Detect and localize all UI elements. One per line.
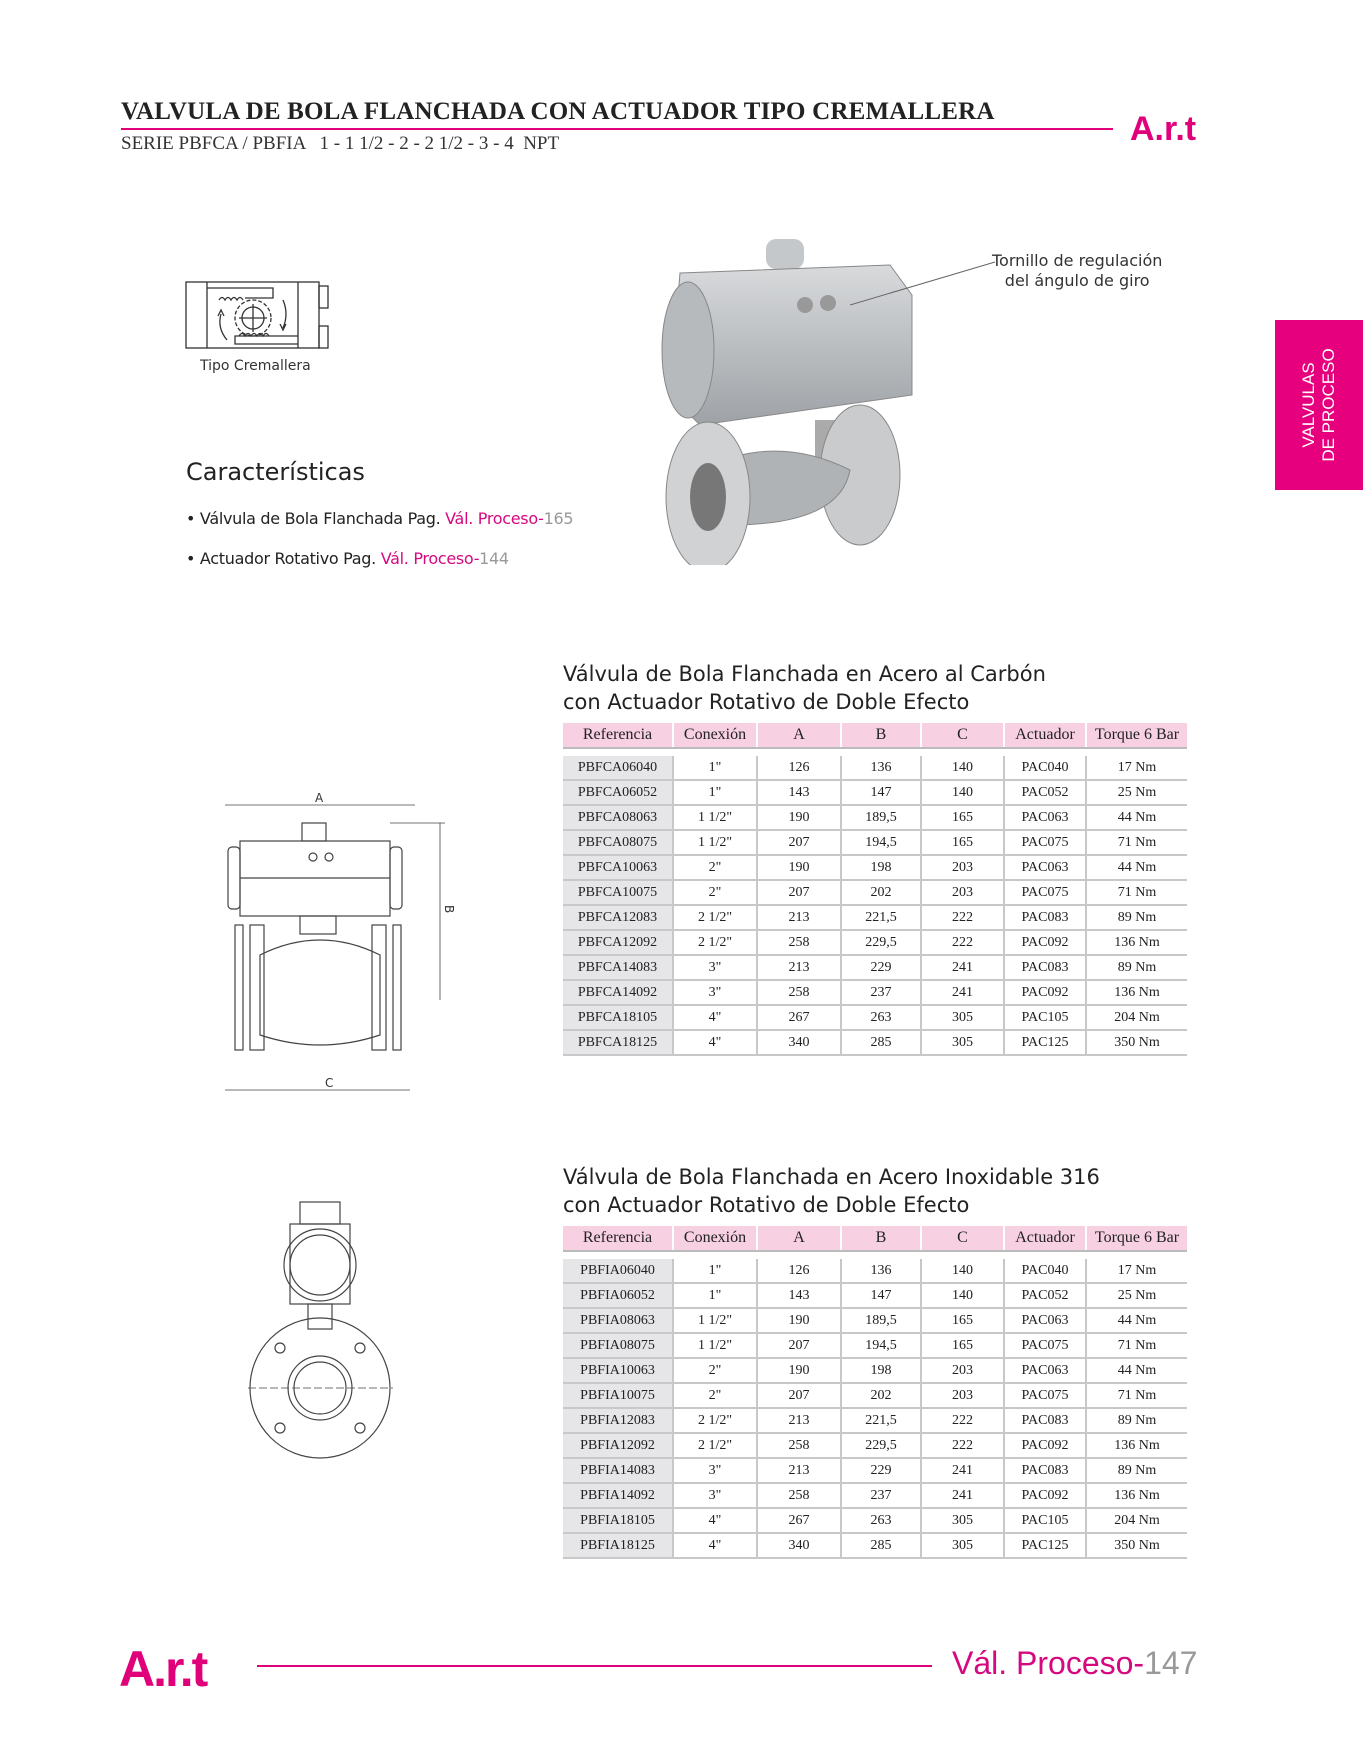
table-cell: 213: [757, 1408, 841, 1433]
table-cell: 1": [673, 780, 757, 805]
table-cell: 222: [921, 930, 1004, 955]
column-header: B: [841, 723, 921, 748]
table-cell: 165: [921, 830, 1004, 855]
section-tab-line1: VALVULAS: [1299, 362, 1318, 448]
table-cell: PAC052: [1004, 780, 1086, 805]
table-cell: 4": [673, 1508, 757, 1533]
table-cell: 237: [841, 1483, 921, 1508]
table-cell: PBFCA12092: [563, 930, 673, 955]
table-cell: 350 Nm: [1086, 1030, 1187, 1055]
table-cell: 305: [921, 1030, 1004, 1055]
table-cell: 136 Nm: [1086, 1483, 1187, 1508]
table-cell: 1": [673, 1259, 757, 1283]
table-row: [563, 1383, 1187, 1408]
callout-label: [992, 251, 1162, 291]
table-cell: 222: [921, 905, 1004, 930]
table-cell: 203: [921, 1358, 1004, 1383]
table-cell: 202: [841, 880, 921, 905]
table-cell: 285: [841, 1533, 921, 1558]
table-cell: 190: [757, 1358, 841, 1383]
table-cell: PAC125: [1004, 1030, 1086, 1055]
footer-logo: [119, 1640, 244, 1696]
feature-text: • Válvula de Bola Flanchada Pag.: [186, 509, 446, 528]
table-cell: 305: [921, 1533, 1004, 1558]
table-cell: PBFCA08075: [563, 830, 673, 855]
table-cell: 165: [921, 1308, 1004, 1333]
table-row: [563, 756, 1187, 780]
table-row: [563, 1483, 1187, 1508]
table-cell: 1 1/2": [673, 805, 757, 830]
column-header: A: [757, 1226, 841, 1251]
table-cell: PBFCA10063: [563, 855, 673, 880]
table-cell: 213: [757, 1458, 841, 1483]
table-cell: PAC063: [1004, 1358, 1086, 1383]
table-cell: 2": [673, 855, 757, 880]
table-cell: 221,5: [841, 905, 921, 930]
table-row: [563, 1508, 1187, 1533]
table-cell: 202: [841, 1383, 921, 1408]
table-cell: 267: [757, 1508, 841, 1533]
table-cell: 136: [841, 756, 921, 780]
table-cell: PAC040: [1004, 756, 1086, 780]
table-cell: 263: [841, 1005, 921, 1030]
column-header: B: [841, 1226, 921, 1251]
table-cell: 1 1/2": [673, 1308, 757, 1333]
table-cell: 140: [921, 756, 1004, 780]
dim-b-label: B: [442, 905, 455, 914]
table-row: [563, 955, 1187, 980]
table-cell: 4": [673, 1030, 757, 1055]
table-cell: 2 1/2": [673, 930, 757, 955]
page-number: [952, 1645, 1197, 1682]
dim-a-label: A: [315, 791, 324, 805]
table-cell: PBFIA06052: [563, 1283, 673, 1308]
table-cell: PAC092: [1004, 1483, 1086, 1508]
front-dimension-drawing: [220, 785, 455, 1109]
dim-c-label: C: [325, 1076, 334, 1090]
table-cell: 1 1/2": [673, 1333, 757, 1358]
spec-table-carbon-steel: [563, 723, 1187, 1056]
table-cell: 2 1/2": [673, 1408, 757, 1433]
table-row: [563, 1308, 1187, 1333]
table-cell: 189,5: [841, 1308, 921, 1333]
table-cell: 258: [757, 980, 841, 1005]
callout-line1: Tornillo de regulación: [992, 251, 1163, 270]
table-row: [563, 830, 1187, 855]
column-header: Torque 6 Bar: [1086, 1226, 1187, 1251]
table-cell: 89 Nm: [1086, 1458, 1187, 1483]
table-row: [563, 930, 1187, 955]
table-cell: 147: [841, 780, 921, 805]
table-cell: PBFIA10075: [563, 1383, 673, 1408]
table-cell: 17 Nm: [1086, 1259, 1187, 1283]
table-cell: 2 1/2": [673, 905, 757, 930]
table-cell: 241: [921, 1483, 1004, 1508]
features-heading: Características: [186, 458, 365, 486]
rack-diagram-caption: Tipo Cremallera: [200, 358, 311, 374]
feature-item: [186, 549, 509, 568]
table-cell: 285: [841, 1030, 921, 1055]
column-header: C: [921, 723, 1004, 748]
table-cell: 44 Nm: [1086, 805, 1187, 830]
table-cell: 3": [673, 980, 757, 1005]
table2-title-line2: con Actuador Rotativo de Doble Efecto: [563, 1193, 970, 1217]
table-cell: 194,5: [841, 830, 921, 855]
table-cell: PAC075: [1004, 830, 1086, 855]
table-cell: 204 Nm: [1086, 1005, 1187, 1030]
table2-title-line1: Válvula de Bola Flanchada en Acero Inoxidable 316: [563, 1165, 1100, 1189]
footer-divider: [257, 1665, 932, 1667]
table-cell: 71 Nm: [1086, 1383, 1187, 1408]
table-cell: 203: [921, 855, 1004, 880]
table-cell: 143: [757, 1283, 841, 1308]
table1-title: [563, 660, 1046, 716]
table-cell: 221,5: [841, 1408, 921, 1433]
table-cell: 258: [757, 1483, 841, 1508]
table-cell: 1": [673, 756, 757, 780]
table-cell: 136 Nm: [1086, 980, 1187, 1005]
table-cell: PBFCA08063: [563, 805, 673, 830]
table-cell: PAC063: [1004, 855, 1086, 880]
table-cell: PAC092: [1004, 930, 1086, 955]
table-row: [563, 1533, 1187, 1558]
table-cell: 44 Nm: [1086, 1358, 1187, 1383]
column-header: Actuador: [1004, 723, 1086, 748]
table-cell: 2": [673, 1383, 757, 1408]
table-row: [563, 905, 1187, 930]
table-cell: 207: [757, 880, 841, 905]
feature-page[interactable]: 144: [479, 549, 509, 568]
table-cell: 2": [673, 880, 757, 905]
table-cell: 222: [921, 1433, 1004, 1458]
table-cell: PAC075: [1004, 1383, 1086, 1408]
feature-link[interactable]: Vál. Proceso-: [445, 509, 544, 528]
table-cell: 213: [757, 955, 841, 980]
callout-line2: del ángulo de giro: [1004, 271, 1150, 290]
table-cell: 71 Nm: [1086, 1333, 1187, 1358]
table-cell: 198: [841, 1358, 921, 1383]
feature-link[interactable]: Vál. Proceso-: [380, 549, 480, 568]
callout-leader: [850, 260, 1000, 314]
table-row: [563, 1030, 1187, 1055]
svg-text:A.r.t: A.r.t: [119, 1641, 207, 1692]
column-header: Conexión: [673, 723, 757, 748]
table-cell: 89 Nm: [1086, 955, 1187, 980]
table-cell: PAC052: [1004, 1283, 1086, 1308]
table-cell: PAC075: [1004, 1333, 1086, 1358]
brand-logo: [1130, 108, 1205, 148]
table-cell: 4": [673, 1005, 757, 1030]
table-cell: 165: [921, 1333, 1004, 1358]
table-row: [563, 855, 1187, 880]
table-cell: 44 Nm: [1086, 855, 1187, 880]
table-cell: PAC040: [1004, 1259, 1086, 1283]
table-cell: 25 Nm: [1086, 1283, 1187, 1308]
footer-section: Vál. Proceso-: [952, 1645, 1145, 1681]
table-cell: 136 Nm: [1086, 1433, 1187, 1458]
table-cell: 143: [757, 780, 841, 805]
table-cell: PAC083: [1004, 1408, 1086, 1433]
table-cell: 140: [921, 1259, 1004, 1283]
table-row: [563, 1433, 1187, 1458]
table-row: [563, 1259, 1187, 1283]
table-cell: 1": [673, 1283, 757, 1308]
table-cell: 229: [841, 955, 921, 980]
table-cell: PBFIA08075: [563, 1333, 673, 1358]
table-cell: 203: [921, 1383, 1004, 1408]
table-cell: 147: [841, 1283, 921, 1308]
table-cell: 89 Nm: [1086, 905, 1187, 930]
table-cell: 190: [757, 1308, 841, 1333]
table-cell: 3": [673, 1483, 757, 1508]
table-cell: 140: [921, 780, 1004, 805]
spec-table-stainless-steel: [563, 1226, 1187, 1559]
table-row: [563, 1333, 1187, 1358]
table-cell: PAC083: [1004, 905, 1086, 930]
table-cell: PBFIA10063: [563, 1358, 673, 1383]
feature-page[interactable]: 165: [543, 509, 574, 528]
table-row: [563, 980, 1187, 1005]
table-cell: PBFIA14092: [563, 1483, 673, 1508]
column-header: Actuador: [1004, 1226, 1086, 1251]
table-cell: PBFCA06052: [563, 780, 673, 805]
table-header-row: [563, 723, 1187, 748]
page-subtitle: SERIE PBFCA / PBFIA 1 - 1 1/2 - 2 - 2 1/2 - 3 - 4 NPT: [121, 133, 560, 154]
column-header: Referencia: [563, 1226, 673, 1251]
table-row: [563, 1005, 1187, 1030]
table-cell: PBFCA18105: [563, 1005, 673, 1030]
table-cell: PBFIA18125: [563, 1533, 673, 1558]
table-cell: 350 Nm: [1086, 1533, 1187, 1558]
table-cell: PBFIA08063: [563, 1308, 673, 1333]
svg-text:A.r.t: A.r.t: [1130, 110, 1197, 144]
table-cell: 1 1/2": [673, 830, 757, 855]
table-cell: PAC063: [1004, 805, 1086, 830]
table-cell: 4": [673, 1533, 757, 1558]
table-cell: 241: [921, 980, 1004, 1005]
table-cell: 207: [757, 830, 841, 855]
table-cell: PBFCA06040: [563, 756, 673, 780]
table-cell: PAC075: [1004, 880, 1086, 905]
table-cell: 267: [757, 1005, 841, 1030]
table-cell: PAC092: [1004, 980, 1086, 1005]
table-cell: 25 Nm: [1086, 780, 1187, 805]
table-cell: PBFIA14083: [563, 1458, 673, 1483]
column-header: A: [757, 723, 841, 748]
table-cell: 71 Nm: [1086, 880, 1187, 905]
table-cell: 136 Nm: [1086, 930, 1187, 955]
table-cell: 305: [921, 1508, 1004, 1533]
table-cell: 340: [757, 1533, 841, 1558]
table-cell: 204 Nm: [1086, 1508, 1187, 1533]
table-cell: PAC105: [1004, 1508, 1086, 1533]
table-cell: PAC083: [1004, 955, 1086, 980]
table-cell: 126: [757, 1259, 841, 1283]
table-cell: PBFIA12092: [563, 1433, 673, 1458]
column-header: Conexión: [673, 1226, 757, 1251]
table-cell: 241: [921, 955, 1004, 980]
table-cell: 71 Nm: [1086, 830, 1187, 855]
table-row: [563, 805, 1187, 830]
table-cell: PAC092: [1004, 1433, 1086, 1458]
table-cell: 89 Nm: [1086, 1408, 1187, 1433]
column-header: Referencia: [563, 723, 673, 748]
table-cell: 190: [757, 855, 841, 880]
side-view-drawing: [248, 1200, 398, 1469]
table-cell: PAC105: [1004, 1005, 1086, 1030]
table-cell: PBFCA10075: [563, 880, 673, 905]
table-cell: PBFIA18105: [563, 1508, 673, 1533]
table-cell: 213: [757, 905, 841, 930]
table-cell: PBFCA14083: [563, 955, 673, 980]
column-header: C: [921, 1226, 1004, 1251]
table-cell: 3": [673, 1458, 757, 1483]
table-cell: 207: [757, 1333, 841, 1358]
table-cell: 3": [673, 955, 757, 980]
table-row: [563, 1358, 1187, 1383]
table-cell: 194,5: [841, 1333, 921, 1358]
table-cell: PBFCA12083: [563, 905, 673, 930]
section-tab-line2: DE PROCESO: [1319, 348, 1338, 462]
footer-page: 147: [1144, 1645, 1198, 1681]
table-row: [563, 1458, 1187, 1483]
table-cell: 229: [841, 1458, 921, 1483]
table-cell: 229,5: [841, 1433, 921, 1458]
table-cell: 263: [841, 1508, 921, 1533]
table-cell: 222: [921, 1408, 1004, 1433]
table-cell: 258: [757, 930, 841, 955]
table-cell: 207: [757, 1383, 841, 1408]
table-cell: PAC063: [1004, 1308, 1086, 1333]
table-cell: 126: [757, 756, 841, 780]
rack-pinion-diagram: [185, 280, 335, 356]
table-cell: PBFCA18125: [563, 1030, 673, 1055]
table-row: [563, 780, 1187, 805]
feature-item: [186, 509, 573, 528]
table-cell: 237: [841, 980, 921, 1005]
table-cell: 165: [921, 805, 1004, 830]
table-cell: 241: [921, 1458, 1004, 1483]
table-cell: PBFCA14092: [563, 980, 673, 1005]
table-cell: 305: [921, 1005, 1004, 1030]
table-cell: 2 1/2": [673, 1433, 757, 1458]
feature-text: • Actuador Rotativo Pag.: [186, 549, 381, 568]
table-cell: 258: [757, 1433, 841, 1458]
table-row: [563, 1408, 1187, 1433]
title-divider: [121, 128, 1113, 130]
table-cell: PBFIA06040: [563, 1259, 673, 1283]
table-cell: PAC083: [1004, 1458, 1086, 1483]
table-cell: 136: [841, 1259, 921, 1283]
table-cell: 189,5: [841, 805, 921, 830]
table-cell: 190: [757, 805, 841, 830]
table-cell: 17 Nm: [1086, 756, 1187, 780]
table-row: [563, 880, 1187, 905]
table-header-row: [563, 1226, 1187, 1251]
table-row: [563, 1283, 1187, 1308]
table-cell: 203: [921, 880, 1004, 905]
table1-title-line1: Válvula de Bola Flanchada en Acero al Carbón: [563, 662, 1046, 686]
table-cell: 2": [673, 1358, 757, 1383]
table-cell: PBFIA12083: [563, 1408, 673, 1433]
table-cell: 140: [921, 1283, 1004, 1308]
table-cell: 340: [757, 1030, 841, 1055]
table-cell: 44 Nm: [1086, 1308, 1187, 1333]
table-cell: 229,5: [841, 930, 921, 955]
table-cell: 198: [841, 855, 921, 880]
table2-title: [563, 1163, 1100, 1219]
table-cell: PAC125: [1004, 1533, 1086, 1558]
column-header: Torque 6 Bar: [1086, 723, 1187, 748]
table1-title-line2: con Actuador Rotativo de Doble Efecto: [563, 690, 970, 714]
page-title: VALVULA DE BOLA FLANCHADA CON ACTUADOR TIPO CREMALLERA: [121, 98, 995, 125]
section-tab: [1275, 320, 1363, 490]
